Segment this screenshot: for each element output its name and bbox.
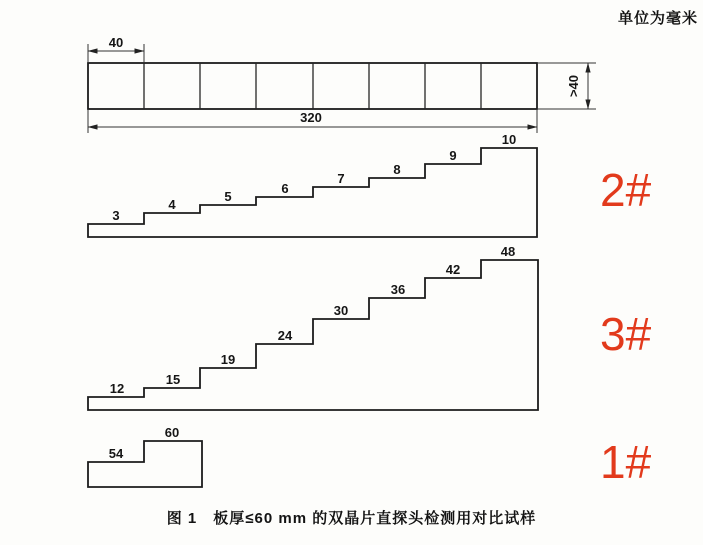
specimen-2-outline: [88, 148, 537, 237]
step-label: 54: [108, 446, 124, 461]
step-label: 42: [445, 262, 461, 277]
step-label: 48: [500, 244, 516, 259]
specimen-1-outline: [88, 441, 202, 487]
step-label: 36: [390, 282, 406, 297]
dim-label-gt40: >40: [566, 74, 581, 98]
step-label: 7: [337, 171, 345, 186]
step-label: 60: [164, 425, 180, 440]
dim-label-40: 40: [108, 35, 124, 50]
step-label: 4: [168, 197, 176, 212]
step-label: 10: [501, 132, 517, 147]
step-label: 8: [393, 162, 401, 177]
dim-total-320: [88, 110, 537, 133]
step-label: 3: [112, 208, 120, 223]
step-label: 15: [165, 372, 181, 387]
specimen-2-profile: [88, 132, 537, 237]
step-label: 9: [449, 148, 457, 163]
step-label: 5: [224, 189, 232, 204]
specimen-3-profile: [88, 244, 538, 410]
dim-cell-40: [88, 35, 144, 62]
specimen-1-tag: 1#: [600, 436, 652, 488]
step-label: 30: [333, 303, 349, 318]
top-specimen-plan-view: [88, 35, 596, 133]
figure-caption: 图 1 板厚≤60 mm 的双晶片直探头检测用对比试样: [166, 510, 537, 527]
specimen-1-profile: [88, 425, 202, 487]
dim-label-320: 320: [300, 110, 322, 125]
dim-width-gt40: [538, 63, 596, 109]
step-label: 6: [281, 181, 289, 196]
step-label: 19: [220, 352, 236, 367]
specimen-2-tag: 2#: [600, 164, 652, 216]
step-label: 12: [109, 381, 125, 396]
specimen-3-tag: 3#: [600, 308, 652, 360]
units-note: 单位为毫米: [617, 10, 698, 27]
step-label: 24: [277, 328, 293, 343]
grid-dividers: [144, 63, 481, 109]
specimen-3-outline: [88, 260, 538, 410]
